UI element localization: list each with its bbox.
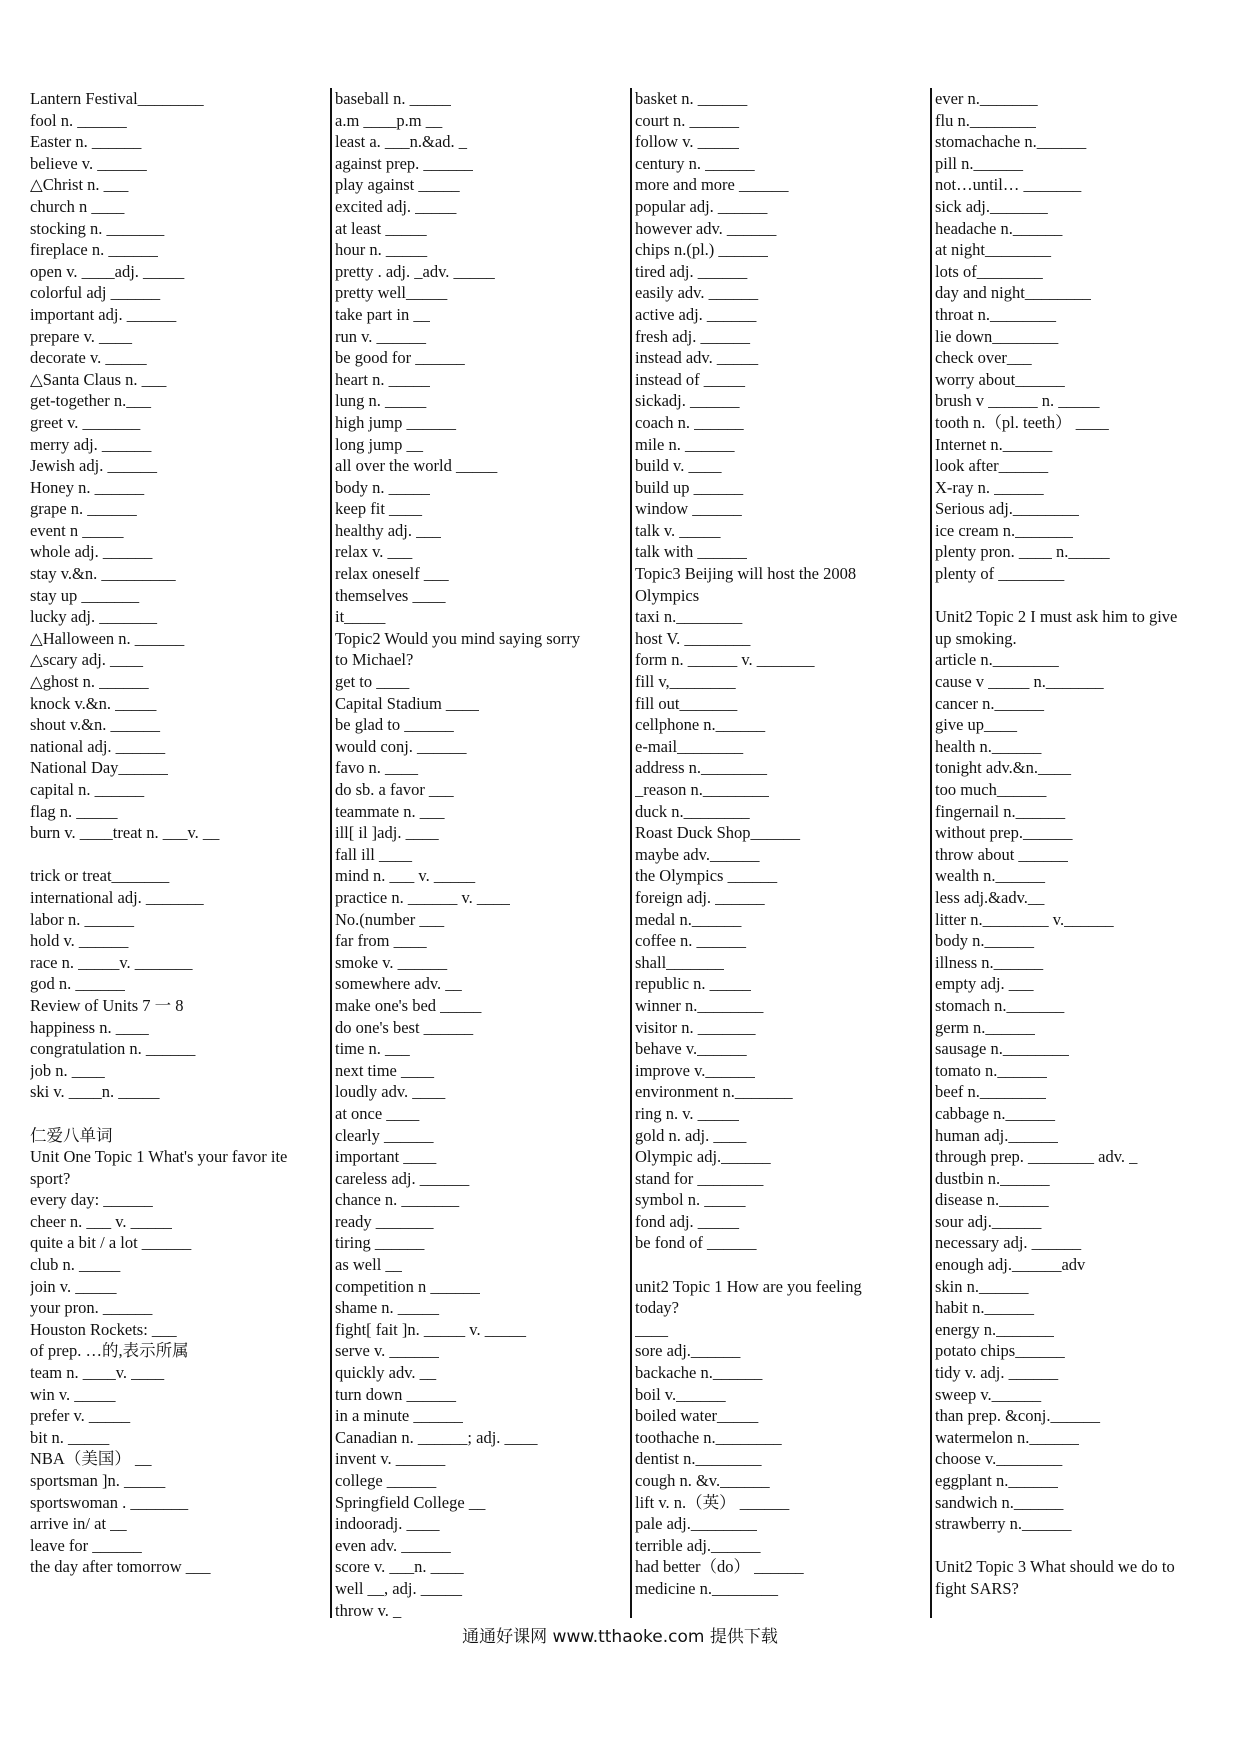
vocab-entry: decorate v. _____ bbox=[30, 348, 147, 368]
vocab-entry: potato chips______ bbox=[935, 1341, 1065, 1361]
vocab-entry: Unit2 Topic 3 What should we do to fight SARS? bbox=[935, 1557, 1175, 1598]
vocab-entry: colorful adj ______ bbox=[30, 283, 161, 303]
vocab-entry: themselves ____ bbox=[335, 585, 446, 605]
vocab-entry: team n. ____v. ____ bbox=[30, 1363, 165, 1383]
vocab-entry: at least _____ bbox=[335, 218, 427, 238]
vocab-entry: careless adj. ______ bbox=[335, 1168, 470, 1188]
vocab-entry: teammate n. ___ bbox=[335, 801, 445, 821]
vocab-entry: ski v. ____n. _____ bbox=[30, 1082, 160, 1102]
spacer bbox=[30, 1103, 292, 1125]
vocab-entry: fingernail n.______ bbox=[935, 801, 1066, 821]
vocab-entry: terrible adj.______ bbox=[635, 1535, 761, 1555]
vocab-entry: win v. _____ bbox=[30, 1384, 116, 1404]
vocab-entry: necessary adj. ______ bbox=[935, 1233, 1082, 1253]
vocab-entry: somewhere adv. __ bbox=[335, 974, 462, 994]
vocab-entry: fall ill ____ bbox=[335, 844, 412, 864]
vocab-entry: at once ____ bbox=[335, 1103, 420, 1123]
vocab-entry: join v. _____ bbox=[30, 1276, 117, 1296]
vocab-entry: look after______ bbox=[935, 456, 1049, 476]
vocab-entry: time n. ___ bbox=[335, 1039, 410, 1059]
vocab-entry: god n. ______ bbox=[30, 974, 125, 994]
vocab-entry: e-mail________ bbox=[635, 736, 744, 756]
vocab-entry: mile n. ______ bbox=[635, 434, 735, 454]
vocab-entry: NBA（美国） __ bbox=[30, 1449, 152, 1469]
vocab-entry: clearly ______ bbox=[335, 1125, 434, 1145]
vocab-entry: republic n. _____ bbox=[635, 974, 751, 994]
vocab-entry: Review of Units 7 一 8 bbox=[30, 995, 184, 1015]
vocab-entry: shall_______ bbox=[635, 952, 724, 972]
vocab-entry: headache n.______ bbox=[935, 218, 1063, 238]
vocab-entry: least a. ___n.&ad. _ bbox=[335, 132, 467, 152]
vocab-entry: quickly adv. __ bbox=[335, 1363, 437, 1383]
vocab-entry: taxi n.________ bbox=[635, 607, 743, 627]
spacer bbox=[935, 585, 1197, 607]
vocab-entry: century n. ______ bbox=[635, 153, 755, 173]
column-1 bbox=[30, 88, 292, 1578]
vocab-entry: club n. _____ bbox=[30, 1255, 121, 1275]
vocab-entry: important ____ bbox=[335, 1147, 437, 1167]
vocab-entry: talk with ______ bbox=[635, 542, 747, 562]
vocab-entry: foreign adj. ______ bbox=[635, 887, 765, 907]
vocab-entry: stay up _______ bbox=[30, 585, 140, 605]
vocab-entry: coach n. ______ bbox=[635, 412, 744, 432]
vocab-entry: be glad to ______ bbox=[335, 715, 454, 735]
vocab-entry: long jump __ bbox=[335, 434, 424, 454]
vocab-entry: international adj. _______ bbox=[30, 887, 204, 907]
vocab-entry: less adj.&adv.__ bbox=[935, 887, 1045, 907]
vocab-entry: throw v. _ bbox=[335, 1600, 402, 1620]
vocab-entry: not…until… _______ bbox=[935, 175, 1082, 195]
spacer bbox=[30, 844, 292, 866]
vocab-entry: check over___ bbox=[935, 348, 1032, 368]
vocab-entry: cough n. &v.______ bbox=[635, 1471, 770, 1490]
vocab-entry: be good for ______ bbox=[335, 348, 465, 368]
vocab-entry: fresh adj. ______ bbox=[635, 326, 751, 346]
vocab-entry: Jewish adj. ______ bbox=[30, 456, 157, 476]
vocab-entry: congratulation n. ______ bbox=[30, 1039, 196, 1059]
vocab-entry: host V. ________ bbox=[635, 628, 751, 648]
vocab-entry: Springfield College __ bbox=[335, 1492, 486, 1512]
vocab-entry: lucky adj. _______ bbox=[30, 607, 157, 627]
vocab-entry: sour adj.______ bbox=[935, 1211, 1042, 1231]
vocab-entry: habit n.______ bbox=[935, 1298, 1034, 1318]
vocab-entry: believe v. ______ bbox=[30, 153, 147, 173]
vocab-entry: Topic2 Would you mind saying sorry to Michael? bbox=[335, 628, 581, 670]
vocab-entry: lung n. _____ bbox=[335, 391, 427, 411]
vocab-entry: well __, adj. _____ bbox=[335, 1578, 462, 1598]
vocab-entry: plenty pron. ____ n._____ bbox=[935, 542, 1110, 562]
vocab-entry: do sb. a favor ___ bbox=[335, 780, 454, 799]
vocab-entry: toothache n.________ bbox=[635, 1427, 782, 1447]
vocab-entry: sandwich n.______ bbox=[935, 1492, 1064, 1512]
vocab-entry: trick or treat_______ bbox=[30, 866, 170, 886]
vocab-entry: flag n. _____ bbox=[30, 801, 118, 821]
vocab-entry: your pron. ______ bbox=[30, 1298, 153, 1318]
vocab-entry: Canadian n. ______; adj. ____ bbox=[335, 1427, 538, 1447]
vocab-entry: Honey n. ______ bbox=[30, 477, 145, 497]
vocab-entry: fill v,________ bbox=[635, 672, 736, 692]
vocab-entry: shame n. _____ bbox=[335, 1298, 440, 1318]
vocab-entry: tidy v. adj. ______ bbox=[935, 1363, 1059, 1383]
vocab-entry: tiring ______ bbox=[335, 1233, 425, 1253]
vocab-entry: stomach n._______ bbox=[935, 995, 1065, 1015]
vocab-entry: lift v. n.（英） ______ bbox=[635, 1492, 790, 1512]
vocab-entry: college ______ bbox=[335, 1471, 437, 1490]
vocab-entry: race n. _____v. _______ bbox=[30, 952, 193, 972]
vocab-entry: sportsman ]n. _____ bbox=[30, 1471, 166, 1490]
vocab-entry: illness n.______ bbox=[935, 952, 1044, 972]
vocab-entry: ready _______ bbox=[335, 1211, 434, 1231]
vocab-entry: score v. ___n. ____ bbox=[335, 1557, 464, 1577]
vocab-entry: sweep v.______ bbox=[935, 1384, 1042, 1404]
vocab-entry: against prep. ______ bbox=[335, 153, 473, 173]
vocab-entry: Unit One Topic 1 What's your favor ite sport? bbox=[30, 1147, 288, 1188]
column-4 bbox=[930, 88, 1197, 1618]
vocab-entry: relax oneself ___ bbox=[335, 564, 449, 584]
vocab-entry: empty adj. ___ bbox=[935, 974, 1034, 994]
vocab-entry: sportswoman . _______ bbox=[30, 1492, 189, 1512]
vocab-entry: even adv. ______ bbox=[335, 1535, 451, 1555]
vocab-entry: sick adj._______ bbox=[935, 196, 1048, 216]
vocab-entry: the Olympics ______ bbox=[635, 866, 778, 886]
vocab-entry: pill n.______ bbox=[935, 153, 1024, 173]
vocab-entry: all over the world _____ bbox=[335, 456, 498, 476]
vocab-entry: do one's best ______ bbox=[335, 1017, 474, 1037]
vocab-entry: backache n.______ bbox=[635, 1363, 763, 1383]
vocab-entry: easily adv. ______ bbox=[635, 283, 759, 303]
vocab-entry: medicine n.________ bbox=[635, 1578, 778, 1598]
vocab-entry: build v. ____ bbox=[635, 456, 722, 476]
vocab-entry: instead adv. _____ bbox=[635, 348, 759, 368]
vocab-entry: ring n. v. _____ bbox=[635, 1103, 739, 1123]
vocab-entry: ice cream n._______ bbox=[935, 520, 1073, 540]
vocab-entry: be fond of ______ bbox=[635, 1233, 757, 1253]
vocab-entry: litter n.________ v.______ bbox=[935, 909, 1114, 929]
vocab-entry: in a minute ______ bbox=[335, 1406, 463, 1426]
vocab-entry: loudly adv. ____ bbox=[335, 1082, 446, 1102]
vocab-entry: worry about______ bbox=[935, 369, 1065, 389]
vocab-entry: beef n.________ bbox=[935, 1082, 1046, 1102]
vocab-entry: keep fit ____ bbox=[335, 499, 423, 519]
vocab-entry: fight[ fait ]n. _____ v. _____ bbox=[335, 1319, 526, 1339]
vocab-entry: stand for ________ bbox=[635, 1168, 764, 1188]
vocab-entry: cause v _____ n._______ bbox=[935, 672, 1104, 692]
vocab-entry: No.(number ___ bbox=[335, 909, 445, 929]
vocab-entry: unit2 Topic 1 How are you feeling today? bbox=[635, 1276, 862, 1318]
vocab-entry: cancer n.______ bbox=[935, 693, 1045, 713]
spacer bbox=[935, 1535, 1197, 1557]
vocab-entry: without prep.______ bbox=[935, 823, 1073, 843]
vocab-entry: had better（do） ______ bbox=[635, 1557, 804, 1577]
vocab-entry: wealth n.______ bbox=[935, 866, 1045, 886]
vocab-entry: enough adj.______adv bbox=[935, 1255, 1086, 1275]
vocab-entry: boiled water_____ bbox=[635, 1406, 759, 1426]
vocab-entry: gold n. adj. ____ bbox=[635, 1125, 747, 1145]
vocab-entry: ill[ il ]adj. ____ bbox=[335, 823, 439, 843]
vocab-entry: body n. _____ bbox=[335, 477, 430, 497]
vocab-entry: stocking n. _______ bbox=[30, 218, 165, 238]
vocab-entry: stomachache n.______ bbox=[935, 132, 1087, 152]
vocab-entry: 仁爱八单词 bbox=[30, 1125, 113, 1145]
vocab-entry: mind n. ___ v. _____ bbox=[335, 866, 476, 886]
vocab-entry: at night________ bbox=[935, 240, 1051, 260]
vocab-entry: burn v. ____treat n. ___v. __ bbox=[30, 823, 220, 843]
vocab-entry: healthy adj. ___ bbox=[335, 520, 441, 540]
vocab-entry: coffee n. ______ bbox=[635, 931, 747, 951]
vocab-entry: tomato n.______ bbox=[935, 1060, 1047, 1080]
vocab-entry: excited adj. _____ bbox=[335, 196, 457, 216]
vocab-entry: Unit2 Topic 2 I must ask him to give up smoking. bbox=[935, 607, 1178, 648]
vocab-entry: cabbage n.______ bbox=[935, 1103, 1056, 1123]
vocab-entry: play against _____ bbox=[335, 175, 460, 195]
vocab-entry: favo n. ____ bbox=[335, 758, 418, 778]
vocab-entry: fireplace n. ______ bbox=[30, 240, 158, 260]
vocab-entry: tooth n.（pl. teeth） ____ bbox=[935, 412, 1109, 432]
vocab-entry: Capital Stadium ____ bbox=[335, 693, 479, 713]
vocab-entry: Serious adj.________ bbox=[935, 499, 1079, 519]
vocab-entry: choose v.________ bbox=[935, 1449, 1063, 1469]
vocab-entry: form n. ______ v. _______ bbox=[635, 650, 815, 670]
vocab-entry: △Halloween n. ______ bbox=[30, 628, 185, 648]
vocab-entry: maybe adv.______ bbox=[635, 844, 760, 864]
vocab-entry: dustbin n.______ bbox=[935, 1168, 1050, 1188]
vocab-entry: National Day______ bbox=[30, 758, 168, 778]
vocab-entry: than prep. &conj.______ bbox=[935, 1406, 1100, 1426]
vocab-entry: church n ____ bbox=[30, 196, 125, 216]
vocab-entry: a.m ____p.m __ bbox=[335, 110, 443, 130]
vocab-entry: make one's bed _____ bbox=[335, 995, 482, 1015]
vocab-entry: symbol n. _____ bbox=[635, 1190, 746, 1210]
vocab-entry: disease n.______ bbox=[935, 1190, 1049, 1210]
vocab-entry: arrive in/ at __ bbox=[30, 1514, 127, 1534]
vocab-entry: competition n ______ bbox=[335, 1276, 480, 1296]
vocab-entry: pretty well_____ bbox=[335, 283, 448, 303]
vocab-entry: Houston Rockets: ___ bbox=[30, 1319, 177, 1339]
vocab-entry: talk v. _____ bbox=[635, 520, 721, 540]
vocab-entry: health n.______ bbox=[935, 736, 1042, 756]
vocab-entry: cheer n. ___ v. _____ bbox=[30, 1211, 172, 1231]
vocab-entry: lie down________ bbox=[935, 326, 1059, 346]
vocab-entry: more and more ______ bbox=[635, 175, 789, 195]
vocab-entry: behave v.______ bbox=[635, 1039, 747, 1059]
column-2 bbox=[330, 88, 597, 1618]
vocab-entry: heart n. _____ bbox=[335, 369, 430, 389]
vocab-entry: sickadj. ______ bbox=[635, 391, 740, 411]
vocab-entry: plenty of ________ bbox=[935, 564, 1065, 584]
vocab-entry: quite a bit / a lot ______ bbox=[30, 1233, 192, 1253]
vocab-entry: indooradj. ____ bbox=[335, 1514, 440, 1534]
vocab-entry: tonight adv.&n.____ bbox=[935, 758, 1071, 778]
vocab-entry: Olympic adj.______ bbox=[635, 1147, 771, 1167]
vocab-entry: bit n. _____ bbox=[30, 1427, 110, 1447]
vocab-entry: job n. ____ bbox=[30, 1060, 105, 1080]
vocab-entry: fond adj. _____ bbox=[635, 1211, 740, 1231]
vocab-entry: flu n.________ bbox=[935, 110, 1036, 130]
vocab-entry: △ghost n. ______ bbox=[30, 672, 149, 692]
vocab-entry: chips n.(pl.) ______ bbox=[635, 240, 768, 260]
vocab-entry: fill out_______ bbox=[635, 693, 738, 713]
vocab-entry: open v. ____adj. _____ bbox=[30, 261, 185, 281]
vocab-entry: △scary adj. ____ bbox=[30, 650, 144, 670]
vocab-entry: hold v. ______ bbox=[30, 931, 129, 951]
vocab-entry: throat n.________ bbox=[935, 304, 1056, 324]
vocab-entry: leave for ______ bbox=[30, 1535, 142, 1555]
vocab-entry: germ n.______ bbox=[935, 1017, 1035, 1037]
vocab-entry: Lantern Festival________ bbox=[30, 89, 204, 108]
vocab-entry: popular adj. ______ bbox=[635, 196, 768, 216]
column-3 bbox=[630, 88, 897, 1618]
vocab-entry: △Christ n. ___ bbox=[30, 175, 129, 195]
vocab-entry: sore adj.______ bbox=[635, 1341, 741, 1361]
vocab-entry: visitor n. _______ bbox=[635, 1017, 756, 1037]
vocab-entry: X-ray n. ______ bbox=[935, 477, 1044, 497]
vocab-entry: smoke v. ______ bbox=[335, 952, 448, 972]
vocab-entry: energy n._______ bbox=[935, 1319, 1054, 1339]
vocab-entry: sausage n.________ bbox=[935, 1039, 1069, 1059]
vocab-entry: get to ____ bbox=[335, 672, 410, 692]
vocab-entry: boil v.______ bbox=[635, 1384, 726, 1404]
vocab-entry: article n.________ bbox=[935, 650, 1059, 670]
vocab-entry: cellphone n.______ bbox=[635, 715, 766, 735]
vocab-entry: ____ bbox=[635, 1319, 668, 1339]
page-footer: 通通好课网 www.tthaoke.com 提供下载 bbox=[462, 1627, 778, 1647]
vocab-entry: watermelon n.______ bbox=[935, 1427, 1079, 1447]
vocab-entry: it_____ bbox=[335, 607, 386, 627]
vocab-entry: through prep. ________ adv. _ bbox=[935, 1147, 1138, 1167]
vocab-entry: prefer v. _____ bbox=[30, 1406, 131, 1426]
vocab-entry: active adj. ______ bbox=[635, 304, 757, 324]
vocab-entry: give up____ bbox=[935, 715, 1018, 735]
vocab-entry: basket n. ______ bbox=[635, 89, 748, 108]
vocab-entry: baseball n. _____ bbox=[335, 89, 451, 108]
vocab-entry: duck n.________ bbox=[635, 801, 750, 821]
vocab-entry: greet v. _______ bbox=[30, 412, 141, 432]
vocab-entry: grape n. ______ bbox=[30, 499, 137, 519]
vocab-entry: merry adj. ______ bbox=[30, 434, 152, 454]
vocab-entry: turn down ______ bbox=[335, 1384, 456, 1404]
vocab-entry: lots of________ bbox=[935, 261, 1043, 281]
vocab-entry: winner n.________ bbox=[635, 995, 764, 1015]
vocab-entry: too much______ bbox=[935, 780, 1047, 799]
vocab-entry: build up ______ bbox=[635, 477, 744, 497]
vocab-entry: chance n. _______ bbox=[335, 1190, 460, 1210]
vocab-entry: national adj. ______ bbox=[30, 736, 166, 756]
vocab-entry: brush v ______ n. _____ bbox=[935, 391, 1100, 411]
vocab-entry: important adj. ______ bbox=[30, 304, 177, 324]
vocab-entry: strawberry n.______ bbox=[935, 1514, 1072, 1534]
vocab-entry: the day after tomorrow ___ bbox=[30, 1557, 211, 1577]
vocab-entry: stay v.&n. _________ bbox=[30, 564, 176, 584]
vocab-entry: skin n.______ bbox=[935, 1276, 1029, 1296]
vocab-entry: relax v. ___ bbox=[335, 542, 413, 562]
vocab-entry: tired adj. ______ bbox=[635, 261, 748, 281]
vocab-entry: knock v.&n. _____ bbox=[30, 693, 157, 713]
vocab-entry: throw about ______ bbox=[935, 844, 1068, 864]
vocab-entry: Internet n.______ bbox=[935, 434, 1053, 454]
vocab-entry: medal n.______ bbox=[635, 909, 742, 929]
vocab-entry: address n.________ bbox=[635, 758, 767, 778]
vocab-entry: fool n. ______ bbox=[30, 110, 127, 130]
vocab-entry: practice n. ______ v. ____ bbox=[335, 887, 510, 907]
vocab-entry: human adj.______ bbox=[935, 1125, 1058, 1145]
vocab-entry: labor n. ______ bbox=[30, 909, 135, 929]
vocab-entry: hour n. _____ bbox=[335, 240, 428, 260]
vocab-entry: instead of _____ bbox=[635, 369, 745, 389]
vocab-entry: △Santa Claus n. ___ bbox=[30, 369, 167, 389]
vocab-entry: however adv. ______ bbox=[635, 218, 777, 238]
vocab-entry: every day: ______ bbox=[30, 1190, 153, 1210]
vocab-entry: Roast Duck Shop______ bbox=[635, 823, 800, 843]
vocab-entry: take part in __ bbox=[335, 304, 430, 324]
vocab-entry: eggplant n.______ bbox=[935, 1471, 1058, 1490]
vocab-entry: get-together n.___ bbox=[30, 391, 151, 411]
vocab-entry: event n _____ bbox=[30, 520, 124, 540]
vocab-entry: next time ____ bbox=[335, 1060, 434, 1080]
vocab-entry: pretty . adj. _adv. _____ bbox=[335, 261, 495, 281]
vocab-entry: pale adj.________ bbox=[635, 1514, 757, 1534]
vocab-entry: would conj. ______ bbox=[335, 736, 467, 756]
vocab-entry: shout v.&n. ______ bbox=[30, 715, 161, 735]
vocab-entry: high jump ______ bbox=[335, 412, 457, 432]
vocab-entry: improve v.______ bbox=[635, 1060, 755, 1080]
vocab-entry: prepare v. ____ bbox=[30, 326, 133, 346]
vocab-entry: _reason n.________ bbox=[635, 780, 769, 799]
vocab-entry: dentist n.________ bbox=[635, 1449, 762, 1469]
vocab-entry: run v. ______ bbox=[335, 326, 427, 346]
vocab-entry: Topic3 Beijing will host the 2008 Olympics bbox=[635, 564, 857, 605]
spacer bbox=[635, 1254, 897, 1276]
vocab-entry: of prep. …的,表示所属 bbox=[30, 1341, 189, 1361]
vocab-entry: follow v. _____ bbox=[635, 132, 739, 152]
vocab-entry: body n.______ bbox=[935, 931, 1034, 951]
vocab-entry: ever n._______ bbox=[935, 89, 1038, 108]
vocab-entry: court n. ______ bbox=[635, 110, 740, 130]
vocab-entry: invent v. ______ bbox=[335, 1449, 446, 1469]
vocab-entry: capital n. ______ bbox=[30, 780, 145, 799]
vocab-entry: day and night________ bbox=[935, 283, 1091, 303]
vocab-entry: serve v. ______ bbox=[335, 1341, 439, 1361]
vocab-entry: happiness n. ____ bbox=[30, 1017, 149, 1037]
vocab-entry: far from ____ bbox=[335, 931, 427, 951]
vocab-entry: window ______ bbox=[635, 499, 742, 519]
vocab-entry: whole adj. ______ bbox=[30, 542, 153, 562]
vocab-entry: environment n._______ bbox=[635, 1082, 793, 1102]
vocab-entry: as well __ bbox=[335, 1255, 402, 1275]
vocab-entry: Easter n. ______ bbox=[30, 132, 142, 152]
